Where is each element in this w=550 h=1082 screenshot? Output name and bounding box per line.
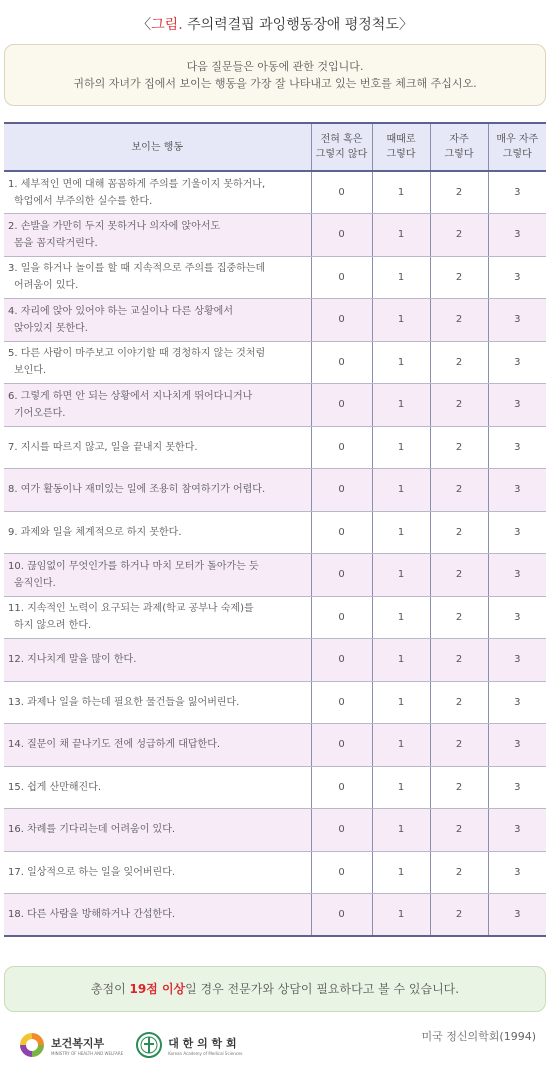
score-option[interactable]: 3 [488,554,546,597]
behavior-item [4,639,311,682]
instructions-line-1: 다음 질문들은 아동에 관한 것입니다. [186,60,364,73]
score-option[interactable]: 3 [488,384,546,427]
behavior-text-line1: 18. 다른 사람을 방해하거나 간섭한다. [8,909,176,920]
table-row [4,469,546,512]
score-option[interactable]: 3 [488,426,546,469]
score-option[interactable]: 2 [430,256,488,299]
academy-subtitle: Korean Academy of Medical Sciences [168,1050,243,1056]
behavior-item [4,256,311,299]
score-option[interactable]: 0 [311,299,372,342]
summary-threshold: 19점 이상 [129,982,186,996]
score-option[interactable]: 0 [311,469,372,512]
ministry-emblem-icon [18,1031,46,1059]
table-row [4,894,546,937]
logo-strip [18,1030,255,1060]
header-very-often [488,123,546,171]
score-option[interactable]: 0 [311,809,372,852]
ministry-logo [18,1031,123,1059]
table-row [4,426,546,469]
score-option[interactable]: 1 [372,724,430,767]
table-row [4,384,546,427]
behavior-text-line1: 2. 손발을 가만히 두지 못하거나 의자에 앉아서도 [8,220,221,232]
table-row [4,171,546,214]
score-option[interactable]: 0 [311,214,372,257]
score-option[interactable]: 2 [430,469,488,512]
score-option[interactable]: 3 [488,724,546,767]
source-citation: 미국 정신의학회(1994) [421,1030,536,1043]
score-option[interactable]: 1 [372,256,430,299]
table-row [4,299,546,342]
ministry-subtitle: MINISTRY OF HEALTH AND WELFARE [51,1050,124,1056]
header-often [430,123,488,171]
score-option[interactable]: 1 [372,809,430,852]
title-prefix: 그림. [151,17,183,33]
table-row [4,639,546,682]
behavior-item [4,851,311,894]
score-option[interactable]: 0 [311,171,372,214]
score-option[interactable]: 1 [372,596,430,639]
table-row [4,724,546,767]
score-option[interactable]: 2 [430,384,488,427]
score-option[interactable]: 0 [311,384,372,427]
behavior-item [4,766,311,809]
score-option[interactable]: 1 [372,214,430,257]
score-option[interactable]: 3 [488,809,546,852]
summary-text-before: 총점이 [90,982,130,996]
score-option[interactable]: 3 [488,469,546,512]
score-option[interactable]: 2 [430,299,488,342]
score-option[interactable]: 2 [430,809,488,852]
score-option[interactable]: 3 [488,639,546,682]
instructions-box [4,44,546,106]
score-option[interactable]: 1 [372,341,430,384]
behavior-item [4,809,311,852]
behavior-text-line2: 몸을 꼼지락거린다. [14,237,98,249]
behavior-text-line1: 8. 여가 활동이나 재미있는 일에 조용히 참여하기가 어렵다. [8,484,266,496]
behavior-item [4,426,311,469]
score-option[interactable]: 0 [311,639,372,682]
behavior-text-line1: 6. 그렇게 하면 안 되는 상황에서 지나치게 뛰어다니거나 [8,390,253,402]
header-label: 보이는 행동 [131,141,183,153]
behavior-text-line1: 1. 세부적인 면에 대해 꼼꼼하게 주의를 기울이지 못하거나, [8,178,266,190]
behavior-item [4,681,311,724]
score-option[interactable]: 1 [372,426,430,469]
score-option[interactable]: 1 [372,766,430,809]
header-behavior [4,123,311,171]
score-option[interactable]: 0 [311,596,372,639]
header-label: 그렇다 [502,149,532,160]
score-option[interactable]: 0 [311,554,372,597]
table-row [4,851,546,894]
header-label: 때때로 [386,134,416,145]
score-option[interactable]: 3 [488,341,546,384]
table-body [4,171,546,936]
score-option[interactable]: 3 [488,214,546,257]
title-text: 주의력결핍 과잉행동장애 평정척도 [182,17,399,33]
behavior-text-line1: 9. 과제와 일을 체계적으로 하지 못한다. [8,526,182,538]
score-option[interactable]: 3 [488,256,546,299]
header-label: 그렇다 [444,149,474,160]
behavior-text-line2: 보인다. [14,365,47,377]
behavior-item [4,596,311,639]
score-option[interactable]: 1 [372,171,430,214]
score-option[interactable]: 2 [430,724,488,767]
score-option[interactable]: 2 [430,554,488,597]
table-row [4,596,546,639]
score-option[interactable]: 0 [311,894,372,937]
header-label: 그렇다 [386,149,416,160]
summary-text-after: 일 경우 전문가와 상담이 필요하다고 볼 수 있습니다. [185,982,460,996]
score-option[interactable]: 3 [488,766,546,809]
score-option[interactable]: 2 [430,426,488,469]
behavior-text-line2: 기어오른다. [14,407,66,419]
behavior-item [4,554,311,597]
score-option[interactable]: 0 [311,681,372,724]
score-option[interactable]: 2 [430,639,488,682]
table-row [4,766,546,809]
score-option[interactable]: 2 [430,214,488,257]
behavior-text-line2: 어려움이 있다. [14,280,79,292]
score-option[interactable]: 0 [311,511,372,554]
behavior-text-line1: 7. 지시를 따르지 않고, 일을 끝내지 못한다. [8,441,198,453]
behavior-item [4,469,311,512]
title-close-bracket: 〉 [398,17,413,33]
header-label: 전혀 혹은 [320,134,363,145]
instructions-line-2: 귀하의 자녀가 집에서 보이는 행동을 가장 잘 나타내고 있는 번호를 체크해 주십시오. [73,77,477,90]
behavior-item [4,894,311,937]
score-option[interactable]: 3 [488,171,546,214]
behavior-text-line1: 16. 차례를 기다리는데 어려움이 있다. [8,824,176,836]
behavior-text-line2: 하지 않으려 한다. [14,620,92,632]
behavior-text-line2: 앉아있지 못한다. [14,322,88,334]
table-row [4,341,546,384]
score-option[interactable]: 2 [430,511,488,554]
score-option[interactable]: 0 [311,426,372,469]
score-option[interactable]: 0 [311,766,372,809]
score-option[interactable]: 1 [372,639,430,682]
table-row [4,256,546,299]
header-label: 자주 [449,134,469,145]
table-row [4,681,546,724]
score-option[interactable]: 2 [430,171,488,214]
behavior-text-line2: 학업에서 부주의한 실수를 한다. [14,195,153,207]
summary-note [4,966,546,1012]
behavior-item [4,299,311,342]
header-label: 그렇지 않다 [315,149,368,160]
behavior-text-line1: 10. 끊임없이 무엇인가를 하거나 마치 모터가 돌아가는 듯 [8,560,259,572]
score-option[interactable]: 1 [372,384,430,427]
score-option[interactable]: 2 [430,894,488,937]
score-option[interactable]: 2 [430,596,488,639]
behavior-text-line1: 14. 질문이 채 끝나기도 전에 성급하게 대답한다. [8,739,221,751]
score-option[interactable]: 3 [488,681,546,724]
score-option[interactable]: 1 [372,469,430,512]
score-option[interactable]: 2 [430,851,488,894]
table-header-row [4,123,546,171]
score-option[interactable]: 1 [372,511,430,554]
score-option[interactable]: 2 [430,341,488,384]
behavior-text-line1: 13. 과제나 일을 하는데 필요한 물건들을 잃어버린다. [8,696,240,708]
behavior-text-line1: 3. 일을 하거나 놀이를 할 때 지속적으로 주의를 집중하는데 [8,263,266,275]
score-option[interactable]: 1 [372,851,430,894]
score-option[interactable]: 3 [488,596,546,639]
ministry-name: 보건복지부 [51,1036,105,1050]
behavior-item [4,384,311,427]
score-option[interactable]: 1 [372,681,430,724]
behavior-text-line1: 17. 일상적으로 하는 일을 잊어버린다. [8,866,176,878]
rating-scale-table [4,122,546,937]
academy-emblem-icon [135,1031,163,1059]
behavior-text-line1: 15. 쉽게 산만해진다. [8,781,102,793]
score-option[interactable]: 1 [372,299,430,342]
behavior-item [4,214,311,257]
table-row [4,511,546,554]
score-option[interactable]: 1 [372,554,430,597]
score-option[interactable]: 0 [311,724,372,767]
behavior-text-line1: 12. 지나치게 말을 많이 한다. [8,654,137,666]
behavior-item [4,171,311,214]
score-option[interactable]: 1 [372,894,430,937]
score-option[interactable]: 2 [430,681,488,724]
header-label: 매우 자주 [496,134,539,145]
header-never [311,123,372,171]
behavior-text-line2: 움직인다. [14,577,56,589]
header-sometimes [372,123,430,171]
page-title [0,14,550,34]
score-option[interactable]: 3 [488,851,546,894]
score-option[interactable]: 2 [430,766,488,809]
academy-logo [135,1031,242,1059]
score-option[interactable]: 0 [311,851,372,894]
behavior-item [4,341,311,384]
score-option[interactable]: 0 [311,341,372,384]
score-option[interactable]: 3 [488,894,546,937]
score-option[interactable]: 0 [311,256,372,299]
behavior-item [4,724,311,767]
academy-name: 대 한 의 학 회 [168,1036,237,1050]
behavior-text-line1: 5. 다른 사람이 마주보고 이야기할 때 경청하지 않는 것처럼 [8,348,266,360]
behavior-text-line1: 11. 지속적인 노력이 요구되는 과제(학교 공부나 숙제)를 [8,603,254,615]
table-row [4,214,546,257]
behavior-text-line1: 4. 자리에 앉아 있어야 하는 교실이나 다른 상황에서 [8,305,233,317]
title-open-bracket: 〈 [137,17,152,33]
score-option[interactable]: 3 [488,511,546,554]
table-row [4,554,546,597]
table-row [4,809,546,852]
behavior-item [4,511,311,554]
score-option[interactable]: 3 [488,299,546,342]
